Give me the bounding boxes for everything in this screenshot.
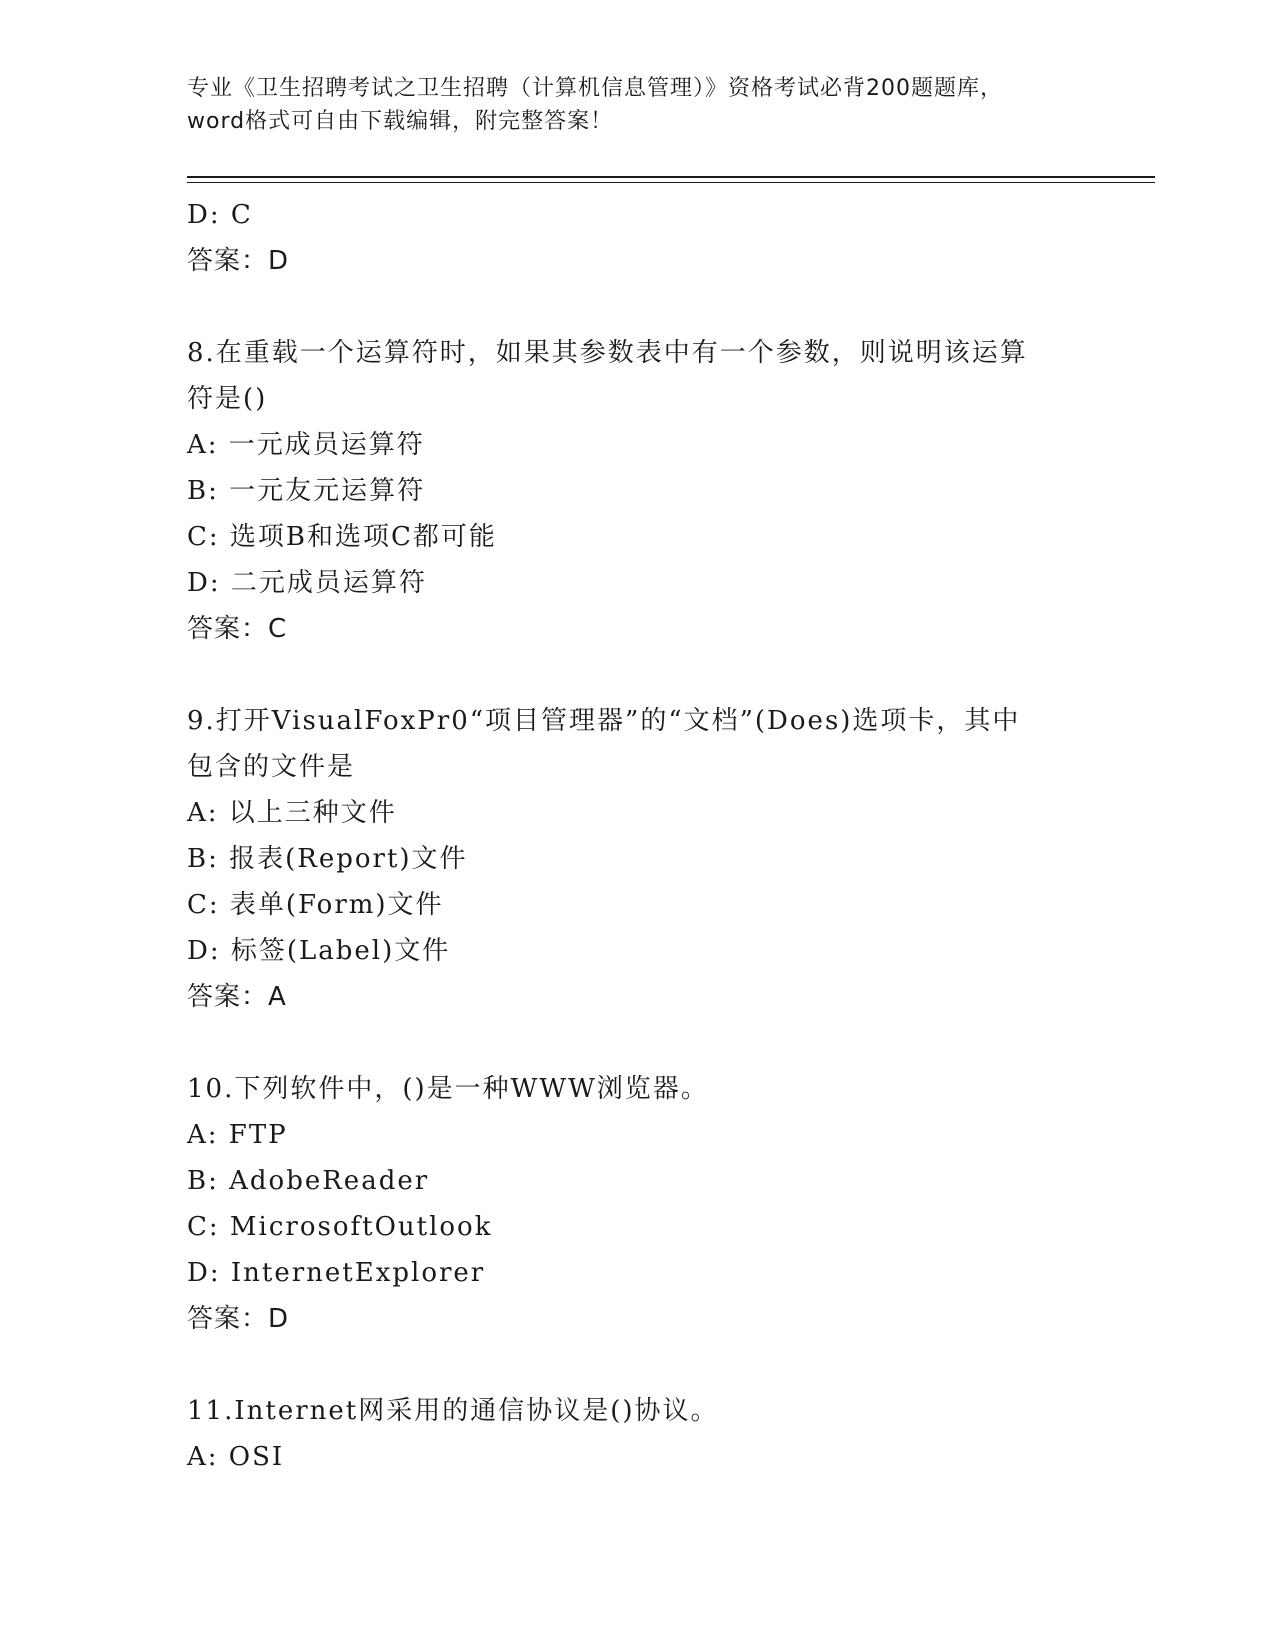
question-11 bbox=[187, 1388, 1067, 1480]
continued-option-d: D: C bbox=[187, 200, 253, 230]
option-b: B: 一元友元运算符 bbox=[187, 476, 426, 506]
option-a: A: 一元成员运算符 bbox=[187, 430, 425, 460]
document-header bbox=[187, 72, 1087, 138]
option-b: B: AdobeReader bbox=[187, 1166, 430, 1196]
option-a: A: 以上三种文件 bbox=[187, 798, 397, 828]
header-rule-thick bbox=[187, 176, 1155, 178]
spacer bbox=[187, 284, 1067, 330]
question-stem: 符是() bbox=[187, 384, 268, 414]
question-stem: 11.Internet网采用的通信协议是()协议。 bbox=[187, 1396, 719, 1426]
spacer bbox=[187, 1020, 1067, 1066]
option-d: D: 标签(Label)文件 bbox=[187, 936, 451, 966]
question-stem: 9.打开VisualFoxPr0“项目管理器”的“文档”(Does)选项卡，其中 bbox=[187, 706, 1021, 736]
spacer bbox=[187, 1342, 1067, 1388]
question-8 bbox=[187, 330, 1067, 652]
answer: 答案：D bbox=[187, 1304, 290, 1334]
option-d: D: 二元成员运算符 bbox=[187, 568, 427, 598]
question-stem: 包含的文件是 bbox=[187, 752, 356, 782]
answer: 答案：A bbox=[187, 982, 287, 1012]
header-line-2: word格式可自由下载编辑，附完整答案！ bbox=[187, 109, 614, 134]
answer: 答案：C bbox=[187, 614, 288, 644]
question-9 bbox=[187, 698, 1067, 1020]
continued-answer: 答案：D bbox=[187, 246, 290, 276]
option-c: C: 表单(Form)文件 bbox=[187, 890, 444, 920]
option-d: D: InternetExplorer bbox=[187, 1258, 486, 1288]
option-a: A: FTP bbox=[187, 1120, 288, 1150]
option-c: C: MicrosoftOutlook bbox=[187, 1212, 493, 1242]
header-rule-thin bbox=[187, 182, 1155, 183]
question-stem: 10.下列软件中，()是一种WWW浏览器。 bbox=[187, 1074, 709, 1104]
question-list bbox=[187, 192, 1067, 1480]
option-a: A: OSI bbox=[187, 1442, 285, 1472]
header-line-1: 专业《卫生招聘考试之卫生招聘（计算机信息管理）》资格考试必背200题题库， bbox=[187, 76, 1003, 101]
option-c: C: 选项B和选项C都可能 bbox=[187, 522, 497, 552]
question-stem: 8.在重载一个运算符时，如果其参数表中有一个参数，则说明该运算 bbox=[187, 338, 1028, 368]
option-b: B: 报表(Report)文件 bbox=[187, 844, 468, 874]
question-10 bbox=[187, 1066, 1067, 1342]
spacer bbox=[187, 652, 1067, 698]
